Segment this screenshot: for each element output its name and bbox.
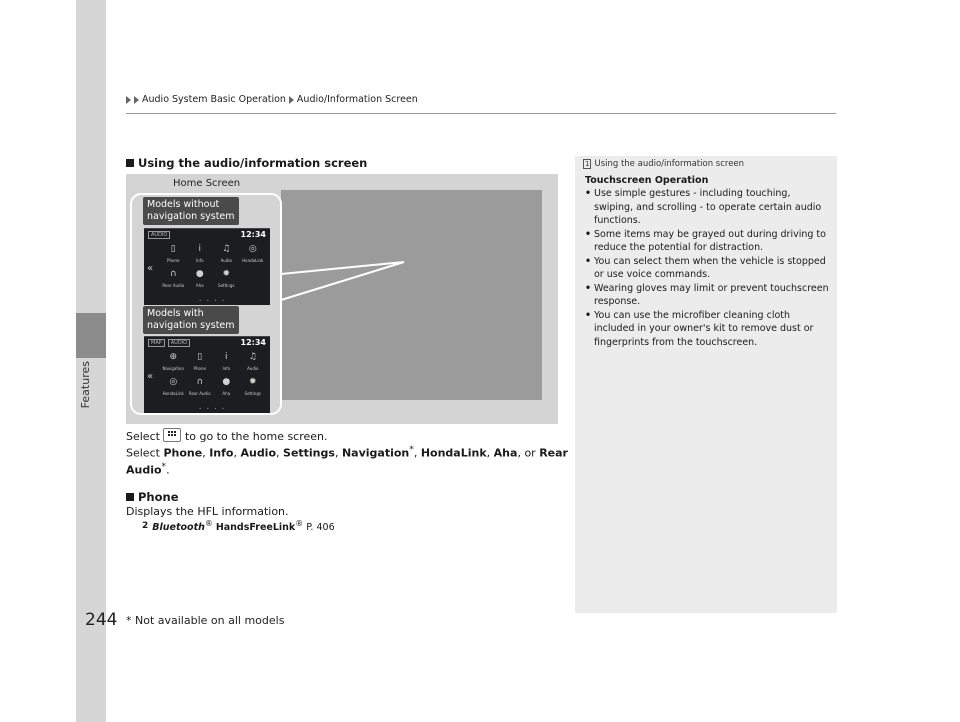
tile-phone[interactable] [187, 349, 214, 371]
bullet-item: • You can use the microfiber cleaning cloth included in your owner's kit to remove dust or fingerprints from the touchscreen. [585, 309, 831, 350]
aha-icon: ● [195, 269, 204, 279]
registered-mark: ® [204, 519, 213, 528]
sidebox-heading: Using the audio/information screen [594, 159, 745, 169]
tile-hondalink[interactable] [240, 241, 267, 263]
instruction-line-3: Audio*. [126, 461, 170, 477]
tile-info[interactable] [187, 241, 214, 263]
models-with-nav-label [143, 306, 239, 334]
info-icon: i [224, 352, 228, 362]
footnote: * Not available on all models [126, 614, 285, 627]
info-icon: i [198, 244, 201, 254]
hondalink-icon: ◎ [169, 377, 178, 387]
bullet-item: • Wearing gloves may limit or prevent touchscreen response. [585, 282, 831, 309]
text-go-home: to go to the home screen. [184, 430, 328, 443]
music-note-icon: ♫ [222, 244, 231, 254]
home-icon-grid [160, 349, 266, 396]
header-divider [126, 113, 836, 114]
xref-title: Bluetooth [152, 522, 205, 534]
clock: 12:34 [240, 338, 266, 347]
option-aha: Aha [493, 446, 518, 460]
tile-phone[interactable] [160, 241, 187, 263]
tile-label: Aha [222, 391, 231, 396]
source-badge: AUDIO [168, 339, 190, 347]
gear-icon: ✹ [222, 269, 231, 279]
home-icon-grid [160, 241, 266, 288]
footnote-star: * [409, 444, 414, 455]
tile-label: Rear Audio [188, 391, 211, 396]
chapter-tab [76, 313, 106, 358]
tile-label: HondaLink [162, 391, 184, 396]
tile-label: Audio [220, 258, 232, 263]
screen-status-bar [148, 339, 190, 347]
footnote-star: * [161, 461, 167, 472]
navigation-icon: ⊕ [169, 352, 178, 362]
tile-info[interactable] [213, 349, 240, 371]
cross-reference-link[interactable] [142, 519, 335, 533]
section-heading [126, 156, 367, 170]
home-screen-with-nav [144, 336, 270, 413]
tile-label: Info [222, 366, 231, 371]
sidebox-title: Touchscreen Operation [585, 175, 709, 186]
tile-label: Navigation [162, 366, 185, 371]
instruction-line-1 [126, 428, 328, 443]
music-note-icon: ♫ [248, 352, 257, 362]
text-select: Select [126, 446, 160, 460]
ref-number: 1 [585, 160, 590, 168]
tile-label: Settings [218, 283, 235, 288]
option-settings: Settings [283, 446, 335, 460]
tile-aha[interactable] [187, 266, 214, 288]
breadcrumb-item[interactable]: Audio System Basic Operation [142, 94, 286, 105]
gear-icon: ✹ [248, 377, 257, 387]
tile-settings[interactable] [213, 266, 240, 288]
home-screen-without-nav [144, 228, 270, 305]
page-dots: • • • • [199, 406, 227, 411]
tile-rear-audio[interactable] [187, 374, 214, 396]
breadcrumb [126, 94, 418, 105]
tile-label: Settings [244, 391, 261, 396]
bubble-line: navigation system [147, 320, 235, 331]
section-square-icon [126, 159, 134, 167]
tile-rear-audio[interactable] [160, 266, 187, 288]
tile-label: Phone [167, 258, 180, 263]
tile-label: Rear Audio [162, 283, 185, 288]
tile-audio[interactable] [213, 241, 240, 263]
phone-icon: ▯ [170, 244, 176, 254]
models-without-nav-label [143, 197, 239, 225]
phone-icon: ▯ [197, 352, 203, 362]
hondalink-icon: ◎ [248, 244, 257, 254]
tile-label: Aha [195, 283, 204, 288]
source-badge: MAP [148, 339, 165, 347]
subsection-heading [126, 490, 179, 504]
figure-label: Home Screen [173, 178, 241, 189]
home-menu-icon [163, 428, 181, 442]
breadcrumb-item[interactable]: Audio/Information Screen [296, 94, 418, 105]
aha-icon: ● [222, 377, 231, 387]
bubble-line: Models with [147, 308, 204, 319]
text-select: Select [126, 430, 160, 443]
xref-arrow-icon: 2 [142, 521, 149, 532]
breadcrumb-arrow-icon [126, 96, 131, 104]
source-badge: AUDIO [148, 231, 170, 239]
tile-hondalink[interactable] [160, 374, 187, 396]
sidebox-header [583, 159, 744, 169]
subsection-text: Displays the HFL information. [126, 505, 289, 518]
xref-title: HandsFreeLink [215, 522, 296, 534]
chevron-left-icon[interactable]: « [147, 371, 154, 382]
subsection-title: Phone [138, 490, 179, 504]
chapter-label: Features [79, 361, 92, 409]
bullet-list [585, 187, 831, 349]
section-square-icon [126, 493, 134, 501]
tile-label: Phone [193, 366, 206, 371]
tile-label: HondaLink [242, 258, 264, 263]
page-number: 244 [85, 610, 118, 630]
option-navigation: Navigation [341, 446, 410, 460]
tile-label: Audio [247, 366, 259, 371]
tile-aha[interactable] [213, 374, 240, 396]
option-rear-audio: Audio [126, 463, 162, 477]
option-audio: Audio [240, 446, 277, 460]
instruction-line-2: Select Phone, Info, Audio, Settings, Navigation*, HondaLink, Aha, or Rear [126, 444, 568, 460]
option-hondalink: HondaLink [420, 446, 487, 460]
clock: 12:34 [240, 230, 266, 239]
tile-label: Info [195, 258, 204, 263]
screen-status-bar [148, 231, 170, 239]
bullet-item: • Use simple gestures - including touching, swiping, and scrolling - to operate certain audio functions. [585, 187, 831, 228]
tile-audio[interactable] [240, 349, 267, 371]
breadcrumb-arrow-icon [134, 96, 139, 104]
bubble-line: Models without [147, 199, 220, 210]
tile-settings[interactable] [240, 374, 267, 396]
notes-sidebox [575, 156, 837, 613]
option-phone: Phone [163, 446, 203, 460]
headphones-icon: ∩ [169, 269, 177, 279]
text-or: or [524, 446, 536, 460]
chevron-left-icon[interactable]: « [147, 263, 154, 274]
option-info: Info [209, 446, 234, 460]
bullet-item: • Some items may be grayed out during driving to reduce the potential for distraction. [585, 228, 831, 255]
registered-mark: ® [295, 519, 304, 528]
page-dots: • • • • [199, 298, 227, 303]
option-rear: Rear [539, 446, 568, 460]
section-title: Using the audio/information screen [138, 156, 368, 170]
breadcrumb-arrow-icon [289, 96, 294, 104]
headphones-icon: ∩ [196, 377, 204, 387]
tile-navigation[interactable] [160, 349, 187, 371]
bubble-line: navigation system [147, 211, 235, 222]
bullet-item: • You can select them when the vehicle is stopped or use voice commands. [585, 255, 831, 282]
xref-page: P. 406 [306, 522, 335, 534]
